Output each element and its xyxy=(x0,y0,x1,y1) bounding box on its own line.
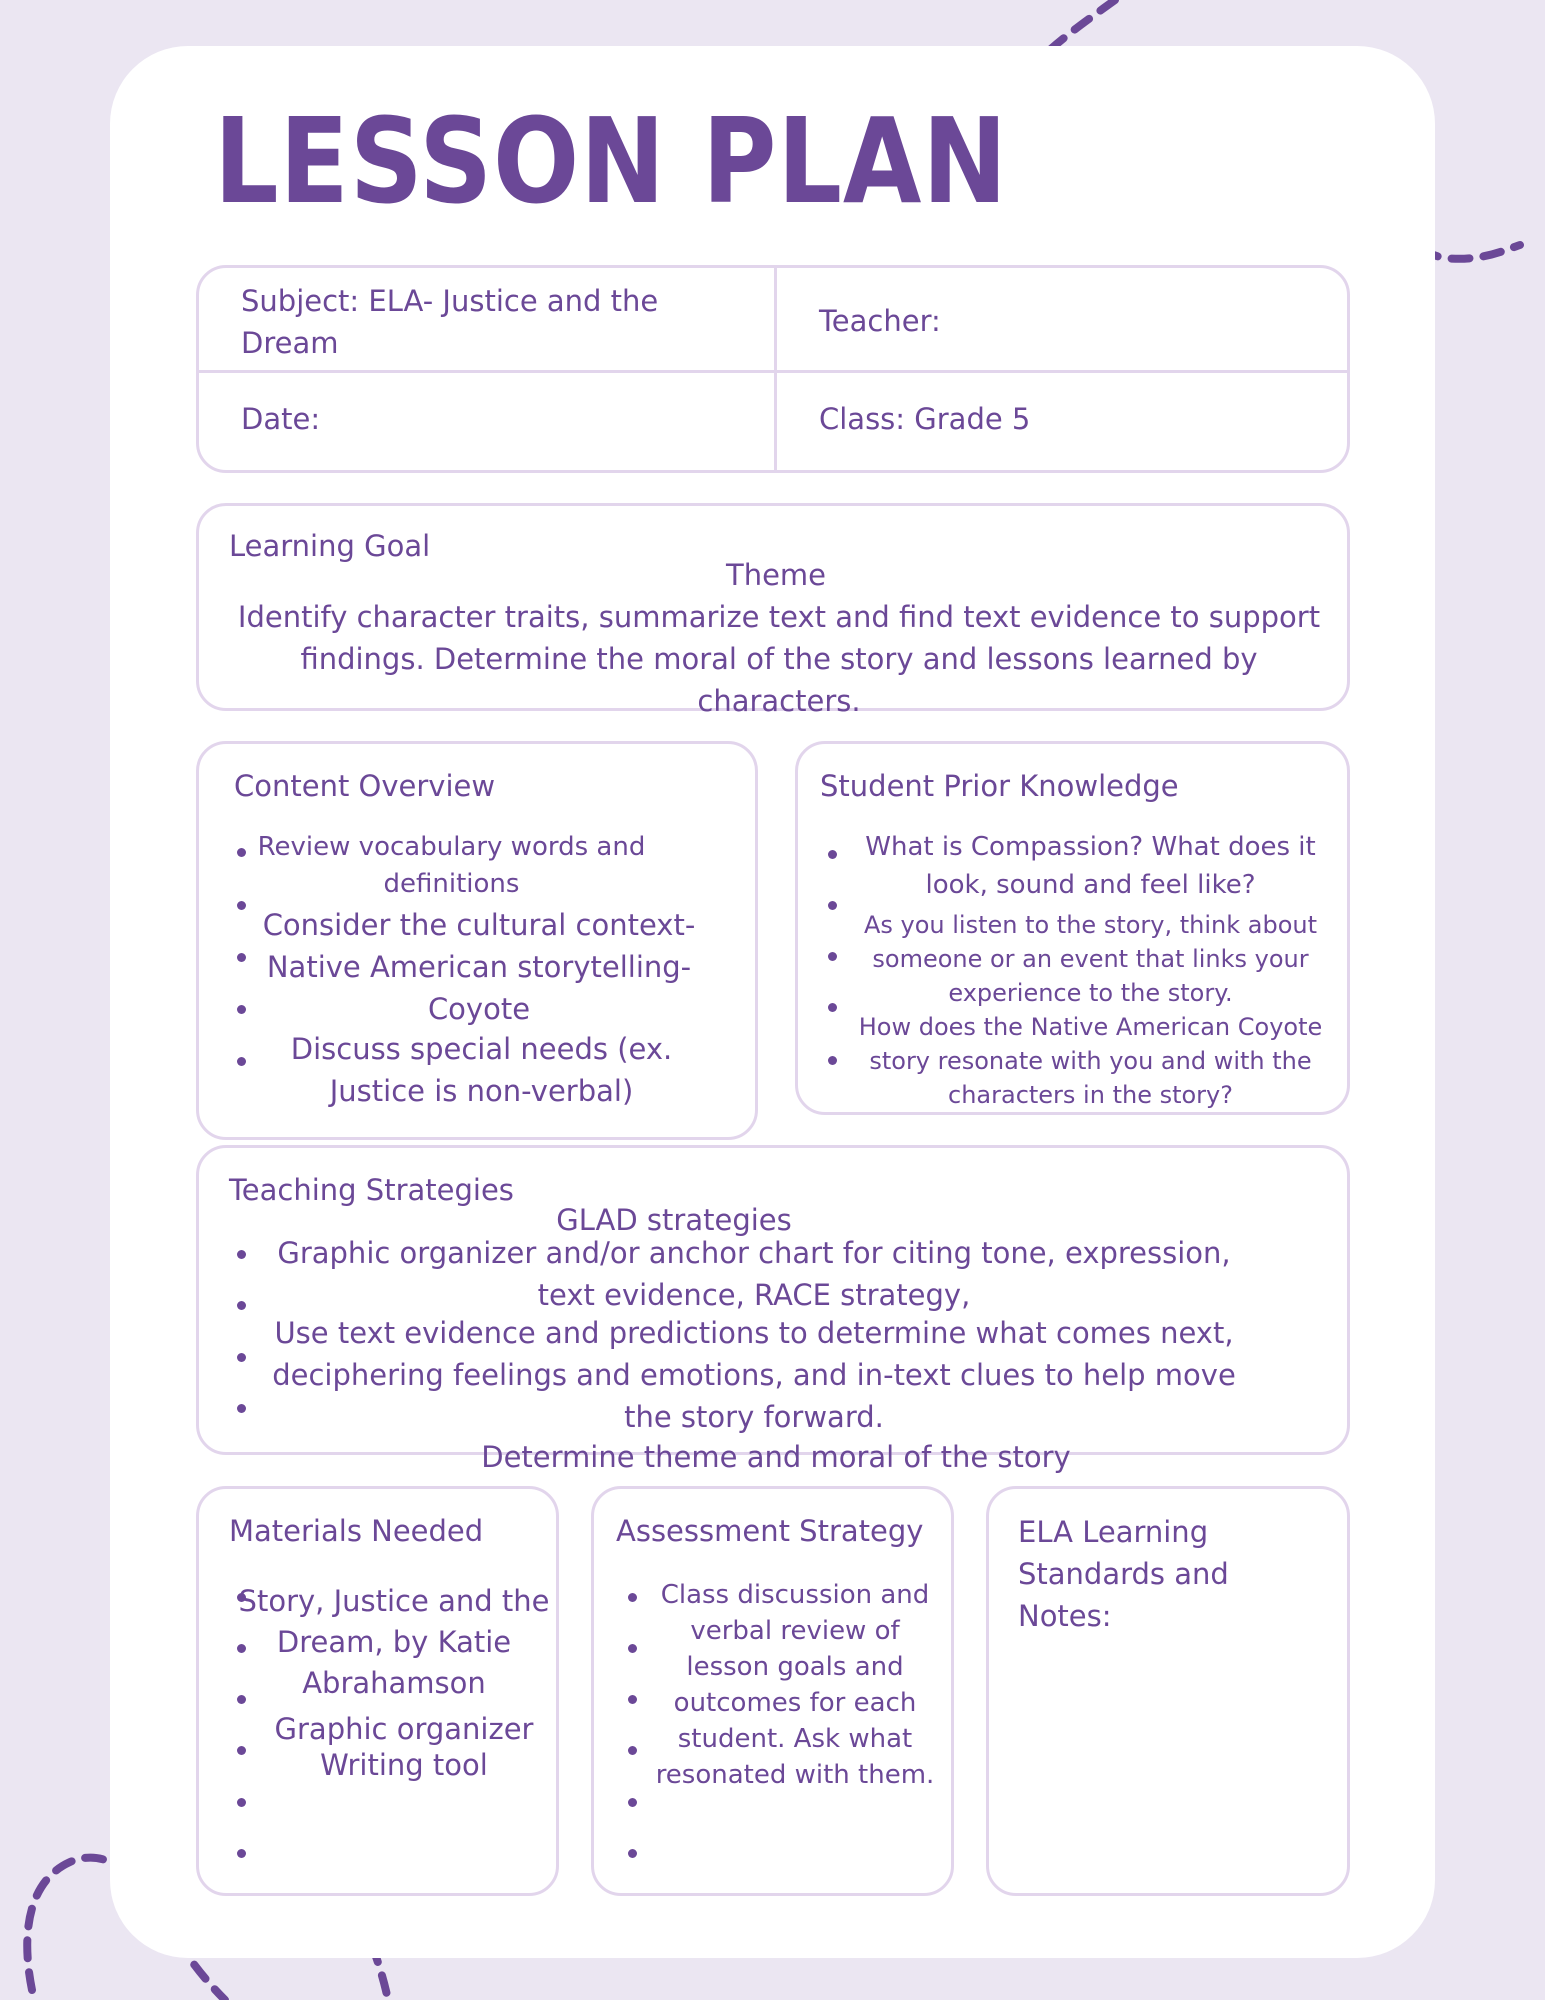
list-item: Story, Justice and the Dream, by Katie Abrahamson xyxy=(238,1584,550,1700)
glad-subheading: GLAD strategies xyxy=(556,1203,792,1237)
prior-knowledge-section xyxy=(795,741,1350,1115)
section-heading: Teaching Strategies xyxy=(229,1173,514,1207)
list-item: As you listen to the story, think about someone or an event that links your experience to the story. xyxy=(863,911,1318,1007)
teacher-field: Teacher: xyxy=(819,304,941,338)
lesson-info-table xyxy=(196,265,1350,473)
list-item: How does the Native American Coyote story resonate with you and with the characters in the story? xyxy=(858,1013,1323,1109)
section-heading: Materials Needed xyxy=(229,1514,484,1548)
teaching-strategies-section xyxy=(196,1145,1350,1474)
class-field: Class: Grade 5 xyxy=(819,402,1031,436)
list-item: Consider the cultural context- Native American storytelling- Coyote xyxy=(262,908,696,1026)
list-item: What is Compassion? What does it look, sound and feel like? xyxy=(865,832,1316,900)
list-item: Writing tool xyxy=(320,1748,488,1782)
page-title: LESSON PLAN xyxy=(214,92,1009,230)
table-divider xyxy=(774,268,777,470)
date-field: Date: xyxy=(241,402,321,436)
list-item: Use text evidence and predictions to determine what comes next, deciphering feelings and emotions, and in-text clues to help move the story forward. xyxy=(272,1316,1236,1434)
section-heading: Assessment Strategy xyxy=(616,1514,924,1548)
learning-goal-text: Identify character traits, summarize text and find text evidence to support findings. Determine the moral of the story and lessons learned by characters. xyxy=(237,600,1321,718)
assessment-section xyxy=(591,1486,954,1896)
list-item: Graphic organizer xyxy=(274,1712,534,1746)
list-item: Graphic organizer and/or anchor chart for citing tone, expression, text evidence, RACE strategy, xyxy=(277,1236,1231,1312)
assessment-text: Class discussion and verbal review of lesson goals and outcomes for each student. Ask what resonated with them. xyxy=(655,1580,935,1790)
content-overview-section xyxy=(196,741,758,1140)
list-item: Determine theme and moral of the story xyxy=(481,1440,1071,1474)
section-heading: ELA Learning Standards and Notes: xyxy=(1018,1515,1229,1633)
standards-section xyxy=(986,1486,1350,1896)
section-heading: Content Overview xyxy=(234,769,496,803)
materials-section xyxy=(196,1486,559,1896)
table-divider xyxy=(199,370,1347,373)
theme-subheading: Theme xyxy=(725,558,827,592)
section-heading: Student Prior Knowledge xyxy=(820,769,1179,803)
list-item: Discuss special needs (ex. Justice is non-verbal) xyxy=(290,1032,673,1108)
subject-field: Subject: ELA- Justice and the Dream xyxy=(241,284,659,360)
learning-goal-section xyxy=(196,503,1350,718)
list-item: Review vocabulary words and definitions xyxy=(257,832,646,899)
section-heading: Learning Goal xyxy=(229,529,431,563)
